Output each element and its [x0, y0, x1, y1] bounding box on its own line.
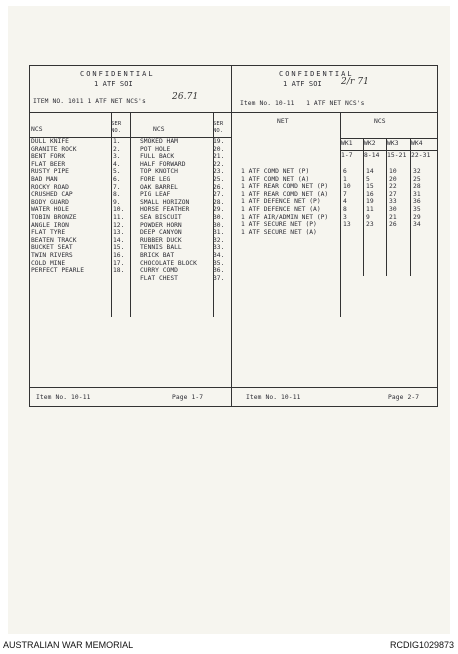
- callsign-cell: TOP KNOTCH: [140, 168, 178, 176]
- net-name-cell: 1 ATF COMD NET (P): [241, 168, 310, 175]
- week-callsign-cell: 25: [413, 175, 421, 183]
- net-name-cell: 1 ATF DEFENCE NET (A): [241, 205, 321, 213]
- right-footer-page: Page 2-7: [388, 394, 420, 401]
- serial-cell: 31.: [213, 229, 225, 237]
- week-callsign-cell: 3: [343, 213, 347, 221]
- net-name-cell: 1 ATF REAR COMD NET (P): [241, 183, 329, 191]
- week-callsign-cell: 27: [389, 190, 397, 198]
- callsign-cell: SMOKED HAM: [140, 138, 178, 145]
- left-footer-item: Item No. 10-11: [36, 394, 91, 401]
- left-col-ncs2: NCS: [153, 126, 165, 133]
- serial-cell: 13.: [113, 229, 125, 237]
- callsign-cell: FLAT BEER: [31, 160, 66, 168]
- week-callsign-cell: 21: [389, 213, 397, 221]
- week-callsign-cell: 11: [366, 206, 374, 213]
- right-soi-title: 1 ATF SOI: [283, 80, 322, 88]
- serial-cell: 27.: [213, 191, 225, 199]
- left-col-ncs: NCS: [31, 126, 43, 133]
- left-soi-title: 1 ATF SOI: [94, 80, 133, 88]
- callsign-cell: TOBIN BRONZE: [31, 213, 77, 221]
- week-callsign-cell: 29: [413, 213, 421, 221]
- net-name-cell: 1 ATF AIR/ADMIN NET (P): [241, 213, 329, 221]
- left-item-line: ITEM NO. 1011 1 ATF NET NCS's: [33, 98, 146, 105]
- serial-cell: 34.: [213, 251, 225, 259]
- left-handwritten-date: 26.71: [172, 92, 199, 102]
- week-callsign-cell: 15: [366, 183, 374, 191]
- week-callsign-cell: 23: [366, 221, 374, 229]
- week-callsign-cell: 10: [389, 168, 397, 175]
- callsign-cell: POWDER HORN: [140, 221, 182, 229]
- serial-cell: 3.: [113, 153, 121, 161]
- archive-reference: RCDIG1029873: [389, 640, 454, 650]
- archive-name: AUSTRALIAN WAR MEMORIAL: [3, 640, 134, 650]
- callsign-cell: FLAT CHEST: [140, 274, 178, 282]
- week-callsign-cell: 33: [389, 198, 397, 206]
- archive-footer: [0, 634, 458, 654]
- net-name-cell: 1 ATF SECURE NET (P): [241, 221, 317, 229]
- week-range-cell: 8-14: [364, 152, 380, 159]
- week-callsign-cell: 20: [389, 175, 397, 183]
- callsign-cell: TWIN RIVERS: [31, 251, 73, 259]
- week-callsign-cell: 22: [389, 183, 397, 191]
- week-callsign-cell: 1: [343, 175, 347, 183]
- serial-cell: 29.: [213, 206, 225, 214]
- week-header-cell: WK3: [387, 140, 399, 147]
- left-footer-page: Page 1-7: [172, 394, 204, 401]
- serial-cell: 22.: [213, 160, 225, 168]
- right-handwritten-date: 2/r 71: [341, 77, 369, 87]
- callsign-cell: DEEP CANYON: [140, 229, 182, 237]
- callsign-cell: POT HOLE: [140, 145, 171, 153]
- callsign-cell: BENT FORK: [31, 153, 66, 161]
- callsign-cell: COLD MINE: [31, 259, 66, 267]
- callsign-cell: BUCKET SEAT: [31, 244, 73, 252]
- serial-cell: 21.: [213, 153, 225, 161]
- serial-cell: 35.: [213, 259, 225, 267]
- right-item-line: Item No. 10-11 1 ATF NET NCS's: [240, 100, 365, 107]
- callsign-cell: CRUSHED CAP: [31, 191, 73, 199]
- serial-cell: 8.: [113, 191, 121, 199]
- callsign-cell: BODY GUARD: [31, 198, 69, 206]
- right-col-net: NET: [277, 118, 289, 125]
- serial-cell: 33.: [213, 244, 225, 252]
- callsign-cell: HORSE FEATHER: [140, 206, 190, 214]
- week-callsign-cell: 36: [413, 198, 421, 206]
- net-name-cell: 1 ATF REAR COMD NET (A): [241, 190, 329, 198]
- week-range-cell: 22-31: [411, 152, 431, 159]
- serial-list-b: [213, 138, 224, 282]
- serial-cell: 36.: [213, 267, 225, 275]
- callsign-cell: PIG LEAF: [140, 191, 171, 199]
- callsign-cell: CURRY COMD: [140, 267, 178, 275]
- serial-cell: 17.: [113, 259, 125, 267]
- serial-cell: 28.: [213, 198, 225, 206]
- week-callsign-cell: 7: [343, 190, 347, 198]
- serial-cell: 16.: [113, 251, 125, 259]
- callsign-cell: ROCKY ROAD: [31, 183, 69, 191]
- callsign-list-a: [31, 138, 84, 275]
- serial-cell: 5.: [113, 168, 121, 176]
- week-header-cell: WK2: [364, 140, 376, 147]
- net-name-cell: 1 ATF COMD NET (A): [241, 175, 310, 183]
- week-callsign-cell: 19: [366, 198, 374, 206]
- callsign-cell: BAD MAN: [31, 175, 58, 183]
- net-list: [241, 168, 328, 236]
- callsign-cell: FLAT TYRE: [31, 229, 66, 237]
- serial-cell: 9.: [113, 198, 121, 206]
- week-callsign-cell: 6: [343, 168, 347, 175]
- serial-cell: 18.: [113, 267, 125, 275]
- week-callsign-cell: 9: [366, 213, 370, 221]
- week-callsign-cell: 14: [366, 168, 374, 175]
- callsign-cell: RUBBER DUCK: [140, 236, 182, 244]
- week-callsign-cell: 10: [343, 183, 351, 191]
- week-callsign-cell: 31: [413, 190, 421, 198]
- left-col-ser: SER NO.: [111, 121, 122, 134]
- callsign-cell: SEA BISCUIT: [140, 213, 182, 221]
- callsign-list-b: [140, 138, 197, 282]
- net-name-cell: 1 ATF DEFENCE NET (P): [241, 198, 321, 206]
- week-range-cell: 15-21: [387, 152, 407, 159]
- week-callsign-cell: 28: [413, 183, 421, 191]
- right-footer-item: Item No. 10-11: [246, 394, 301, 401]
- callsign-cell: TENNIS BALL: [140, 244, 182, 252]
- serial-cell: 37.: [213, 274, 225, 282]
- callsign-cell: FULL BACK: [140, 153, 175, 161]
- callsign-cell: HALF FORWARD: [140, 160, 186, 168]
- week-callsign-cell: 32: [413, 168, 421, 175]
- serial-cell: 20.: [213, 145, 225, 153]
- net-name-cell: 1 ATF SECURE NET (A): [241, 228, 317, 236]
- serial-cell: 14.: [113, 236, 125, 244]
- callsign-cell: DULL KNIFE: [31, 138, 69, 145]
- callsign-cell: ANGLE IRON: [31, 221, 69, 229]
- week-callsign-cell: 26: [389, 221, 397, 229]
- callsign-cell: CHOCOLATE BLOCK: [140, 259, 197, 267]
- week-header-cell: WK4: [411, 140, 423, 147]
- signals-table: [29, 65, 438, 407]
- serial-cell: 6.: [113, 175, 121, 183]
- serial-cell: 11.: [113, 213, 125, 221]
- serial-cell: 4.: [113, 160, 121, 168]
- week-callsign-cell: 8: [343, 206, 347, 213]
- serial-cell: 26.: [213, 183, 225, 191]
- callsign-cell: OAK BARREL: [140, 183, 178, 191]
- serial-cell: 23.: [213, 168, 225, 176]
- callsign-cell: PERFECT PEARLE: [31, 267, 85, 275]
- week-callsign-cell: 35: [413, 206, 421, 213]
- callsign-cell: BEATEN TRACK: [31, 236, 77, 244]
- right-col-ncs: NCS: [374, 118, 386, 125]
- serial-list-a: [113, 138, 124, 275]
- callsign-cell: FORE LEG: [140, 175, 171, 183]
- serial-cell: 12.: [113, 221, 125, 229]
- serial-cell: 19.: [213, 138, 225, 145]
- week-header-cell: WK1: [341, 140, 353, 147]
- week-callsign-cell: 16: [366, 190, 374, 198]
- week-callsign-cell: 30: [389, 206, 397, 213]
- week-callsign-cell: 13: [343, 221, 351, 229]
- serial-cell: 1.: [113, 138, 121, 145]
- serial-cell: 30.: [213, 213, 225, 221]
- callsign-cell: WATER HOLE: [31, 206, 69, 214]
- callsign-cell: RUSTY PIPE: [31, 168, 69, 176]
- serial-cell: 2.: [113, 145, 121, 153]
- callsign-cell: GRANITE ROCK: [31, 145, 77, 153]
- left-confidential-heading: CONFIDENTIAL: [80, 70, 155, 78]
- serial-cell: 15.: [113, 244, 125, 252]
- serial-cell: 10.: [113, 206, 125, 214]
- week-callsign-cell: 34: [413, 221, 421, 229]
- serial-cell: 25.: [213, 175, 225, 183]
- week-range-cell: 1-7: [341, 152, 353, 159]
- right-confidential-heading: CONFIDENTIAL: [279, 70, 354, 78]
- serial-cell: 32.: [213, 236, 225, 244]
- left-col-ser2: SER NO.: [213, 121, 224, 134]
- serial-cell: 30.: [213, 221, 225, 229]
- callsign-cell: SMALL HORIZON: [140, 198, 190, 206]
- week-callsign-cell: 5: [366, 175, 370, 183]
- callsign-cell: BRICK BAT: [140, 251, 175, 259]
- serial-cell: 7.: [113, 183, 121, 191]
- week-callsign-cell: 4: [343, 198, 347, 206]
